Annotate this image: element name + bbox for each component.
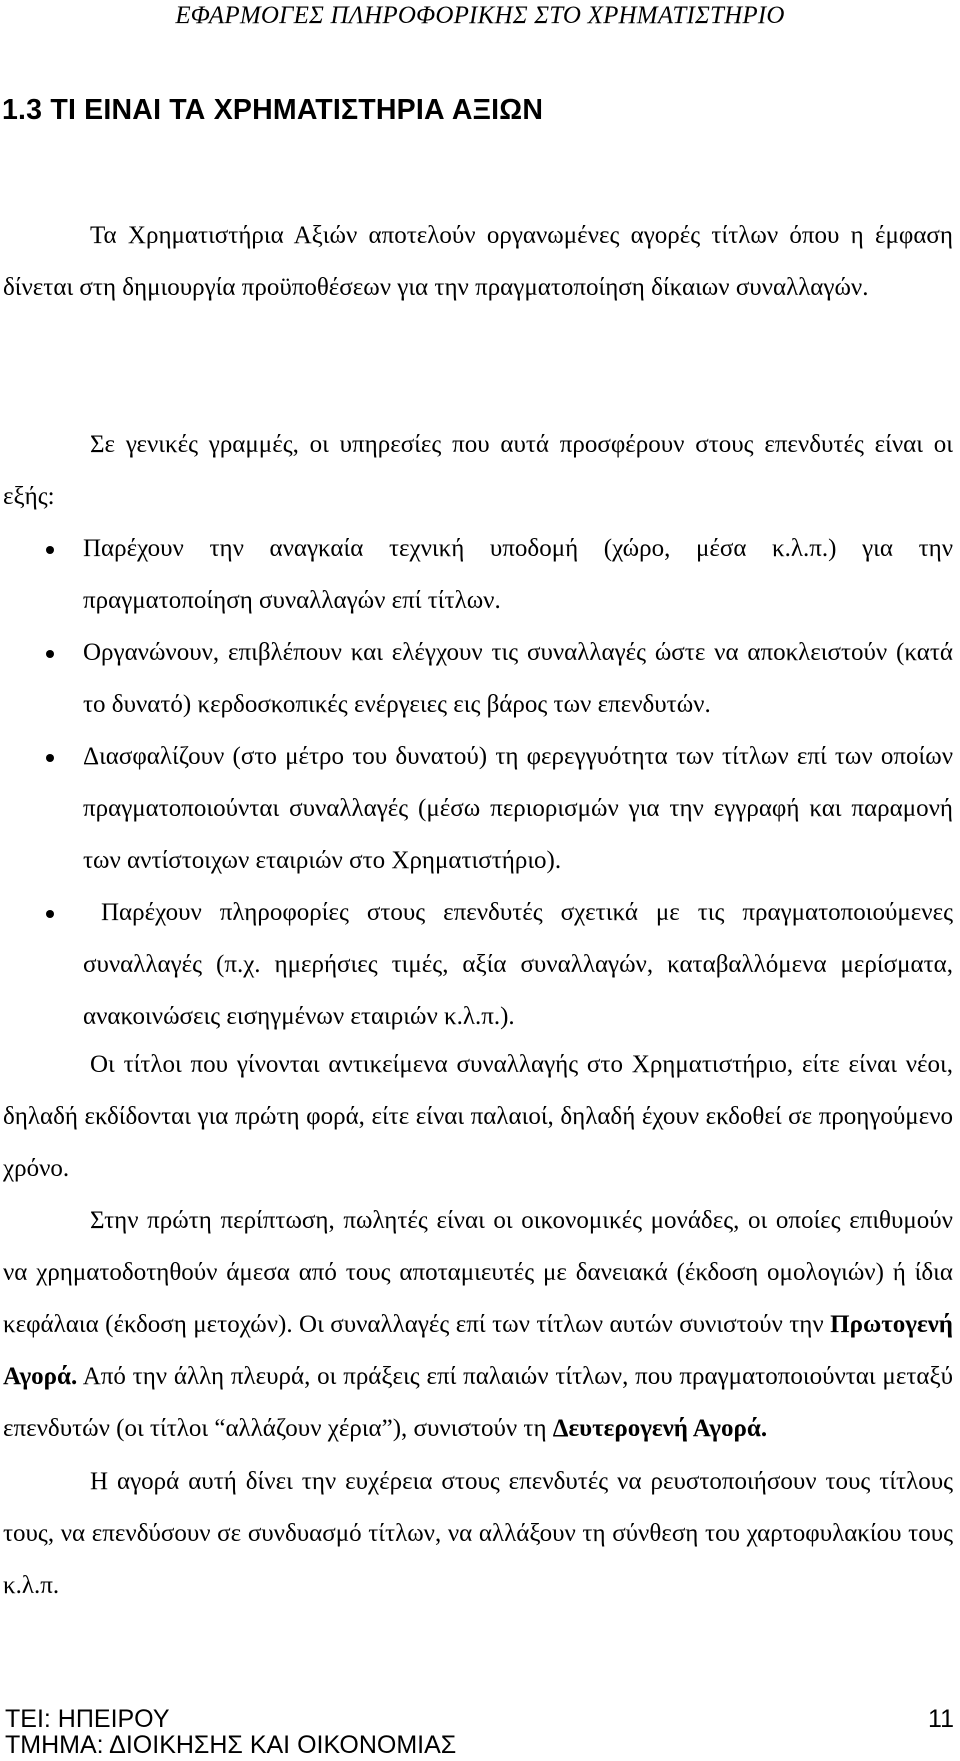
services-list [3,523,960,1043]
paragraph-text-part: Στην πρώτη περίπτωση, πωλητές είναι οι οικονομικές μονάδες, οι οποίες επιθυμούν να χρηματοδοτηθούν άμεσα από τους αποταμιευτές με δανειακά (έκδοση ομολογιών) ή ίδια κεφάλαια (έκδοση μετοχών). Οι συναλλαγές επί των τίτλων αυτών συνιστούν την [3,1207,953,1338]
footer-institution: ΤΕΙ: ΗΠΕΙΡΟΥ [5,1705,170,1733]
list-item [3,731,953,887]
intro-paragraph: Τα Χρηματιστήρια Αξιών αποτελούν οργανωμένες αγορές τίτλων όπου η έμφαση δίνεται στη δημιουργία προϋποθέσεων για την πραγματοποίηση δίκαιων συναλλαγών. [3,222,953,301]
services-intro-paragraph: Σε γενικές γραμμές, οι υπηρεσίες που αυτά προσφέρουν στους επενδυτές είναι οι εξής: [3,431,953,510]
primary-market-term: Πρωτογενή Αγορά. [3,1311,953,1390]
bullet-icon [46,650,54,658]
bullet-icon [46,754,54,762]
running-header: ΕΦΑΡΜΟΓΕΣ ΠΛΗΡΟΦΟΡΙΚΗΣ ΣΤΟ ΧΡΗΜΑΤΙΣΤΗΡΙΟ [175,2,785,29]
paragraph-text-part: Από την άλλη πλευρά, οι πράξεις επί παλαιών τίτλων, που πραγματοποιούνται μεταξύ επενδυτών (οι τίτλοι “αλλάζουν χέρια”), συνιστούν τη [3,1363,953,1442]
list-item [3,887,960,1043]
secondary-market-term: Δευτερογενή Αγορά. [552,1415,768,1442]
liquidity-paragraph: Η αγορά αυτή δίνει την ευχέρεια στους επενδυτές να ρευστοποιήσουν τους τίτλους τους, να επενδύσουν σε συνδυασμό τίτλων, να αλλάξουν τη σύνθεση του χαρτοφυλακίου τους κ.λ.π. [3,1468,953,1599]
securities-paragraph: Οι τίτλοι που γίνονται αντικείμενα συναλλαγής στο Χρηματιστήριο, είτε είναι νέοι, δηλαδή εκδίδονται για πρώτη φορά, είτε είναι παλαιοί, δηλαδή έχουν εκδοθεί σε προηγούμενο χρόνο. [3,1051,953,1182]
page-number: 11 [928,1705,954,1733]
list-item-text: Οργανώνουν, επιβλέπουν και ελέγχουν τις συναλλαγές ώστε να αποκλειστούν (κατά το δυνατό) κερδοσκοπικές ενέργειες εις βάρος των επενδυτών. [83,639,953,718]
list-item-text: Παρέχουν πληροφορίες στους επενδυτές σχετικά με τις πραγματοποιούμενες συναλλαγές (π.χ. ημερήσιες τιμές, αξία συναλλαγών, καταβαλλόμενα μερίσματα, ανακοινώσεις εισηγμένων εταιριών κ.λ.π.). [83,899,960,1030]
primary-secondary-paragraph [3,1195,953,1455]
list-item [3,523,953,627]
list-item-text: Παρέχουν την αναγκαία τεχνική υποδομή (χώρο, μέσα κ.λ.π.) για την πραγματοποίηση συναλλαγών επί τίτλων. [83,535,953,614]
list-item-text: Διασφαλίζουν (στο μέτρο του δυνατού) τη φερεγγυότητα των τίτλων επί των οποίων πραγματοποιούνται συναλλαγές (μέσω περιορισμών για την εγγραφή και παραμονή των αντίστοιχων εταιριών στο Χρηματιστήριο). [83,743,953,874]
bullet-icon [46,546,54,554]
list-item [3,627,953,731]
footer [5,1706,456,1758]
bullet-icon [46,910,54,918]
footer-department: ΤΜΗΜΑ: ΔΙΟΙΚΗΣΗΣ ΚΑΙ ΟΙΚΟΝΟΜΙΑΣ [5,1731,457,1759]
section-title: 1.3 ΤΙ ΕΙΝΑΙ ΤΑ ΧΡΗΜΑΤΙΣΤΗΡΙΑ ΑΞΙΩΝ [2,94,544,126]
